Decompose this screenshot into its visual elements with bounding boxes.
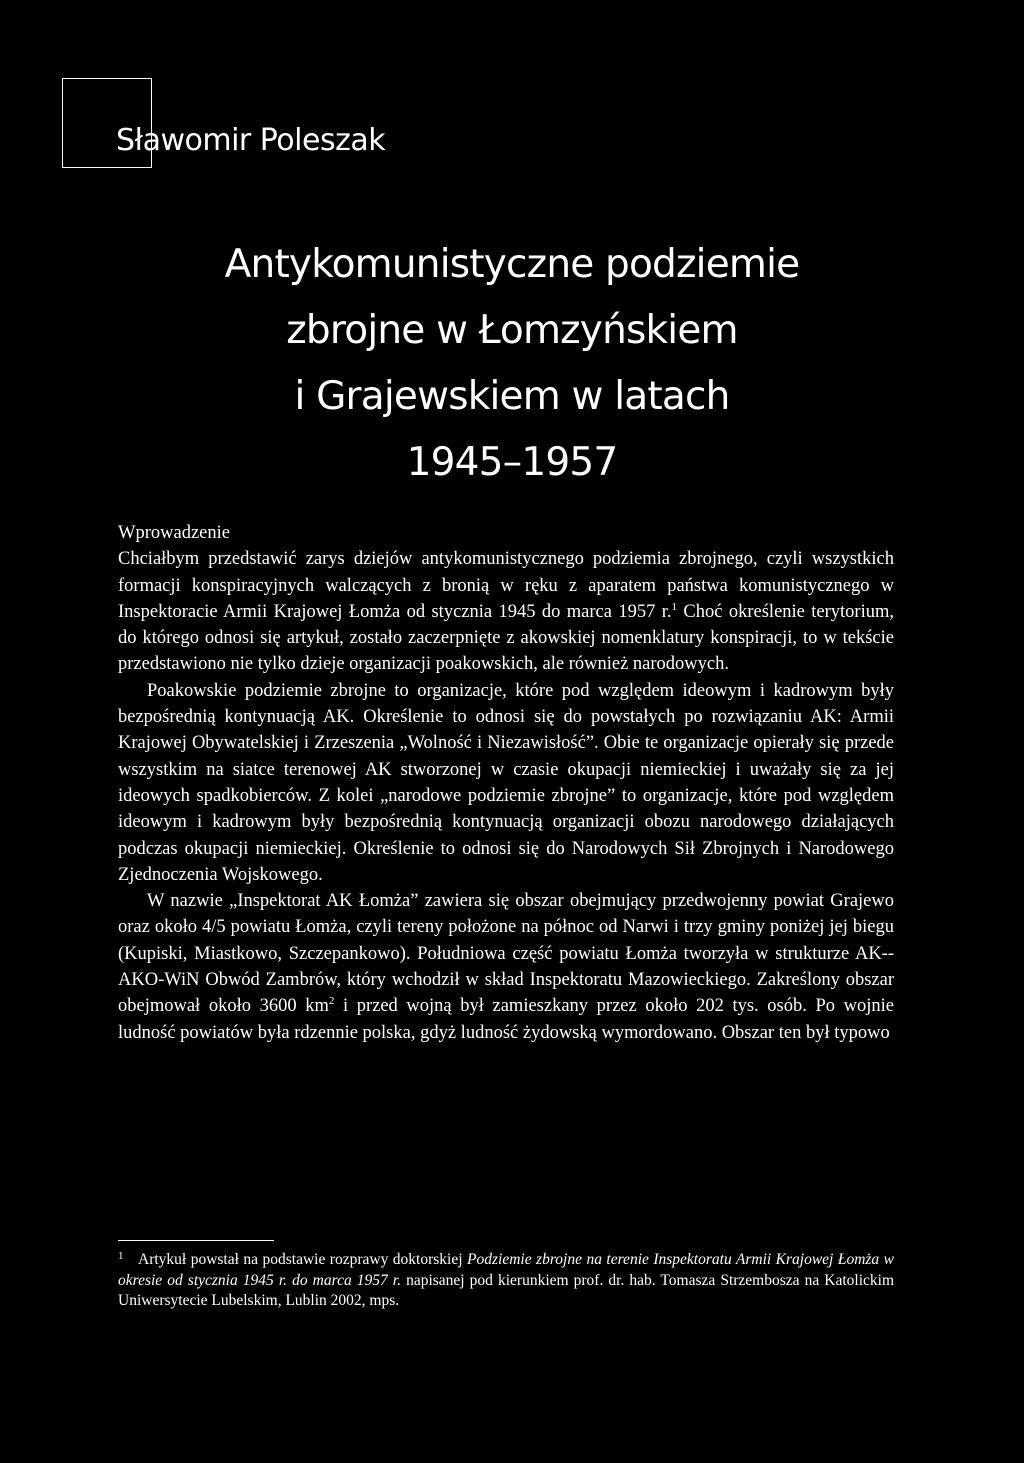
footnote-1: 1 Artykuł powstał na podstawie rozprawy doktorskiej Podziemie zbrojne na terenie Inspektoratu Armii Krajowej Łomża w okresie od stycznia 1945 r. do marca 1957 r. napisanej pod kierunkiem prof. dr. hab. Tomasza Strzembosza na Katolickim Uniwersytecie Lubelskim, Lublin 2002, mps. — [118, 1250, 895, 1309]
author-name: Sławomir Poleszak — [116, 123, 386, 158]
footnote-reference[interactable]: 1 — [671, 600, 678, 613]
paragraph-2: Poakowskie podziemie zbrojne to organizacje, które pod względem ideowym i kadrowym były bezpośrednią kontynuacją AK. Określenie to odnosi się do powstałych po rozwiązaniu AK: Armii Krajowej Obywatelskiej i Zrzeszenia „Wolność i Niezawisłość”. Obie te organizacje opierały się przede wszystkim na siatce terenowej AK stworzonej w czasie okupacji niemieckiej i uważały się za jej ideowych spadkobierców. Z kolei „narodowe podziemie zbrojne” to organizacje, które pod względem ideowym i kadrowym były bezpośrednią kontynuacją organizacji obozu narodowego działających podczas okupacji niemieckiej. Określenie to odnosi się do Narodowych Sił Zbrojnych i Narodowego Zjednoczenia Wojskowego. — [118, 680, 894, 885]
footnote-cited-title: Podziemie zbrojne na terenie Inspektoratu Armii Krajowej Łomża w okresie od stycznia 1945 r. do marca 1957 r. — [118, 1251, 894, 1289]
title-line-4: 1945–1957 — [406, 440, 618, 485]
paragraph-3-text-b: i przed wojną był zamieszkany przez około 202 tys. osób. Po wojnie ludność powiatów była rdzennie polska, gdyż ludność żydowską wymordowano. Obszar ten był typowo — [118, 996, 894, 1043]
title-line-3: i Grajewskiem w latach — [294, 374, 730, 419]
footnote-text-a: Artykuł powstał na podstawie rozprawy doktorskiej — [138, 1251, 468, 1268]
article-title — [60, 232, 964, 496]
paragraph-3 — [118, 888, 894, 1046]
superscript-squared: 2 — [328, 995, 335, 1008]
footnote-text-b: napisanej pod kierunkiem prof. dr. hab. Tomasza Strzembosza na Katolickim Uniwersytecie Lubelskim, Lublin 2002, mps. — [118, 1271, 895, 1309]
article-body — [118, 520, 894, 1046]
paragraph-3-text-a: W nazwie „Inspektorat AK Łomża” zawiera się obszar obejmujący przedwojenny powiat Grajewo oraz około 4/5 powiatu Łomża, czyli tereny położone na północ od Narwi i trzy gminy poniżej jej biegu (Kupiski, Miastkowo, Szczepankowo). Południowa część powiatu Łomża tworzyła w strukturze AK--AKO-WiN Obwód Zambrów, który wchodził w skład Inspektoratu Mazowieckiego. Zakreślony obszar obejmował około 3600 km — [118, 891, 894, 1017]
paragraph-1 — [118, 546, 894, 677]
paragraph-1-text-b: Choć określenie terytorium, do którego odnosi się artykuł, zostało zaczerpnięte z akowskiej nomenklatury konspiracji, to w tekście przedstawiono nie tylko dzieje organizacji poakowskich, ale również narodowych. — [118, 601, 894, 675]
title-line-1: Antykomunistyczne podziemie — [224, 242, 800, 287]
title-line-2: zbrojne w Łomzyńskiem — [286, 308, 738, 353]
section-heading: Wprowadzenie — [118, 523, 230, 543]
paragraph-1-text-a: Chciałbym przedstawić zarys dziejów antykomunistycznego podziemia zbrojnego, czyli wszystkich formacji konspiracyjnych walczących z bronią w ręku z aparatem państwa komunistycznego w Inspektoracie Armii Krajowej Łomża od stycznia 1945 do marca 1957 r. — [118, 549, 894, 622]
footnote-divider — [118, 1240, 274, 1241]
